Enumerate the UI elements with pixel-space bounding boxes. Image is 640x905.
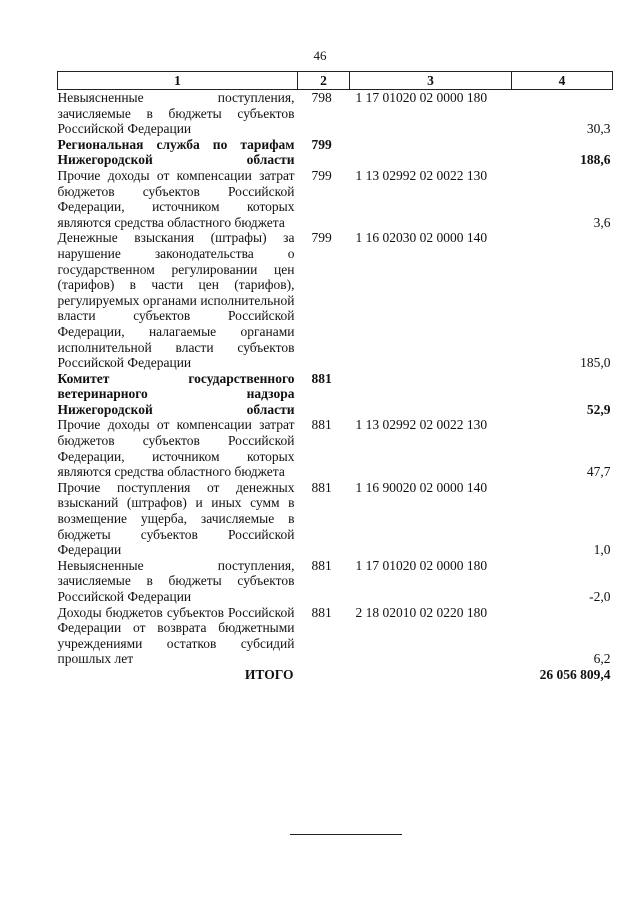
row-name: Прочие доходы от компенсации затрат бюджетов субъектов Российской Федерации, источником которых являются средства областного бюджета [57, 167, 295, 230]
row-admin-code: 799 [311, 136, 332, 152]
row-name: Прочие доходы от компенсации затрат бюджетов субъектов Российской Федерации, источником которых являются средства областного бюджета [57, 417, 295, 480]
row-budget-code [350, 137, 512, 168]
row-name: Прочие поступления от денежных взысканий (штрафов) и иных сумм в возмещение ущерба, зачисляемые в бюджеты субъектов Российской Федерации [57, 479, 295, 558]
row-admin-code: 798 [311, 90, 332, 105]
table-header-row [58, 72, 613, 90]
row-amount: 185,0 [580, 355, 611, 371]
row-budget-code: 1 16 90020 02 0000 140 [355, 479, 488, 495]
table-row [58, 230, 613, 370]
header-col-4: 4 [512, 72, 613, 90]
row-budget-code: 1 16 02030 02 0000 140 [355, 230, 488, 246]
row-admin-code: 881 [311, 370, 332, 386]
end-divider [290, 834, 402, 835]
row-admin-code: 881 [311, 417, 332, 433]
row-amount: 6,2 [593, 651, 611, 667]
table-row [58, 558, 613, 605]
row-budget-code: 1 17 01020 02 0000 180 [355, 557, 488, 573]
row-admin-code: 881 [311, 557, 332, 573]
row-name: Региональная служба по тарифам Нижегородской области [57, 136, 295, 168]
total-label: ИТОГО [244, 666, 294, 682]
row-amount: 1,0 [593, 542, 611, 558]
table-row [58, 371, 613, 418]
row-amount: -2,0 [589, 589, 611, 604]
row-admin-code: 799 [311, 230, 332, 246]
row-budget-code: 1 17 01020 02 0000 180 [355, 90, 488, 105]
row-admin-code: 881 [311, 479, 332, 495]
total-row [58, 667, 613, 683]
row-budget-code [350, 371, 512, 418]
row-amount: 47,7 [586, 464, 611, 480]
total-amount: 26 056 809,4 [539, 666, 611, 682]
table-row [58, 137, 613, 168]
row-admin-code: 881 [311, 604, 332, 620]
table-row [58, 90, 613, 137]
header-col-1: 1 [58, 72, 298, 90]
row-budget-code: 2 18 02010 02 0220 180 [355, 604, 488, 620]
table-row [58, 480, 613, 558]
row-name: Невыясненные поступления, зачисляемые в бюджеты субъектов Российской Федерации [57, 557, 295, 604]
row-name: Денежные взыскания (штрафы) за нарушение законодательства о государственном регулировании цен (тарифов) в части цен (тарифов), регулируемых органами исполнительной власти субъектов Российской Федерации, налагаемые органами исполнительной власти субъектов Российской Федерации [57, 230, 295, 371]
table-row [58, 605, 613, 667]
row-amount: 52,9 [586, 401, 611, 417]
table-row [58, 417, 613, 479]
row-name: Невыясненные поступления, зачисляемые в бюджеты субъектов Российской Федерации [57, 90, 295, 137]
row-name: Комитет государственного ветеринарного надзора Нижегородской области [57, 370, 295, 417]
row-name: Доходы бюджетов субъектов Российской Федерации от возврата бюджетными учреждениями остатков субсидий прошлых лет [57, 604, 295, 667]
table-row [58, 168, 613, 230]
header-col-2: 2 [298, 72, 350, 90]
row-amount: 188,6 [580, 152, 611, 168]
row-amount: 30,3 [586, 121, 611, 137]
page-number: 46 [313, 48, 327, 63]
row-budget-code: 1 13 02992 02 0022 130 [355, 417, 488, 433]
row-admin-code: 799 [311, 167, 332, 183]
revenue-table [57, 71, 613, 683]
row-budget-code: 1 13 02992 02 0022 130 [355, 167, 488, 183]
header-col-3: 3 [350, 72, 512, 90]
row-amount: 3,6 [593, 214, 611, 230]
